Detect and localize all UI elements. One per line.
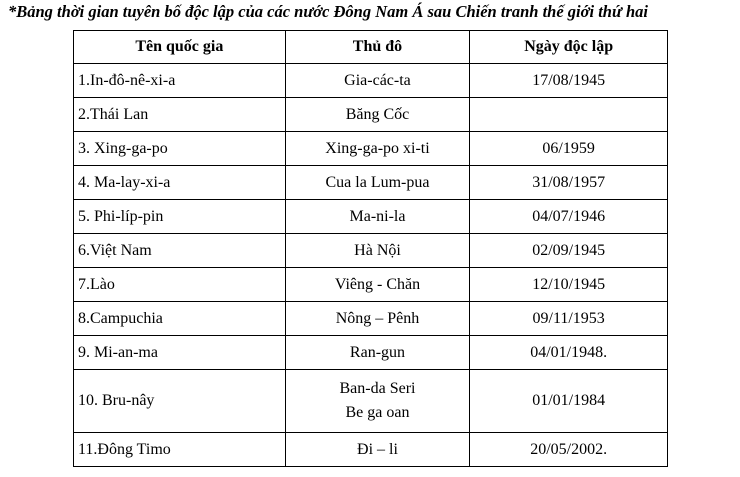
capital [285,370,470,433]
independence-date: 02/09/1945 [470,234,668,268]
country-name: 2.Thái Lan [74,98,286,132]
capital [285,234,470,268]
capital-line: Hà Nội [354,241,401,259]
header-independence-date: Ngày độc lập [470,31,668,64]
independence-date: 09/11/1953 [470,302,668,336]
independence-table [73,30,668,467]
table-row [74,132,668,166]
capital-line: Xing-ga-po xi-ti [325,139,430,157]
table-row [74,302,668,336]
capital-line: Đi – li [357,440,398,458]
capital [285,302,470,336]
table-header-row [74,31,668,64]
independence-date: 31/08/1957 [470,166,668,200]
capital [285,336,470,370]
capital-line: Nông – Pênh [335,309,420,327]
independence-date [470,98,668,132]
capital [285,64,470,98]
independence-date: 12/10/1945 [470,268,668,302]
country-name: 8.Campuchia [74,302,286,336]
capital-line: Ran-gun [349,343,406,361]
country-name: 9. Mi-an-ma [74,336,286,370]
country-name: 11.Đông Timo [74,433,286,467]
independence-date: 17/08/1945 [470,64,668,98]
capital-line: Cua la Lum-pua [325,173,430,191]
table-row [74,336,668,370]
country-name: 10. Bru-nây [74,370,286,433]
capital [285,98,470,132]
table-row [74,200,668,234]
table-caption: *Bảng thời gian tuyên bố độc lập của các nước Đông Nam Á sau Chiến tranh thế giới thứ hai [8,2,648,21]
capital-line: Ma-ni-la [349,207,406,225]
capital [285,132,470,166]
table-row [74,166,668,200]
capital [285,268,470,302]
capital-line: Viêng - Chăn [334,275,421,293]
country-name: 3. Xing-ga-po [74,132,286,166]
table-row [74,64,668,98]
country-name: 4. Ma-lay-xi-a [74,166,286,200]
table-row [74,433,668,467]
capital [285,166,470,200]
capital-line: Gia-các-ta [344,71,411,89]
table-row [74,234,668,268]
capital-line: Be ga oan [345,404,410,421]
country-name: 5. Phi-líp-pin [74,200,286,234]
country-name: 7.Lào [74,268,286,302]
capital [285,200,470,234]
table-row [74,370,668,433]
capital-line: Ban-da Seri [339,380,416,397]
header-country-name: Tên quốc gia [74,31,286,64]
independence-date: 01/01/1984 [470,370,668,433]
header-capital: Thủ đô [285,31,470,64]
capital [285,433,470,467]
country-name: 6.Việt Nam [74,234,286,268]
capital-line: Băng Cốc [345,105,410,123]
table-row [74,268,668,302]
table-row [74,98,668,132]
independence-date: 20/05/2002. [470,433,668,467]
independence-date: 04/01/1948. [470,336,668,370]
independence-date: 06/1959 [470,132,668,166]
country-name: 1.In-đô-nê-xi-a [74,64,286,98]
independence-date: 04/07/1946 [470,200,668,234]
